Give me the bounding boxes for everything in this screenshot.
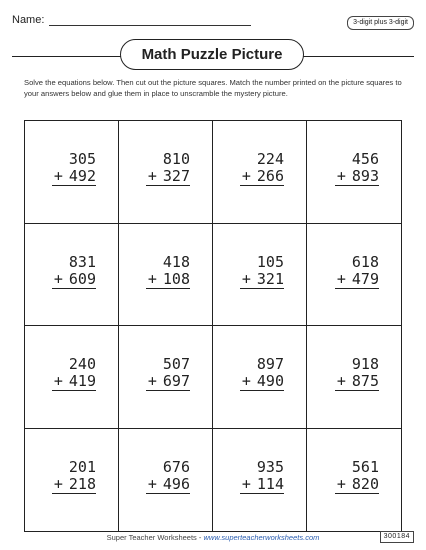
level-badge: 3-digit plus 3-digit <box>347 16 414 30</box>
addend-bottom: 321 <box>256 269 284 288</box>
addend-bottom: 609 <box>68 269 96 288</box>
addend-top: 201 <box>68 457 96 476</box>
name-field-row <box>12 14 251 26</box>
addition-problem <box>52 151 96 186</box>
addend-top: 561 <box>351 457 379 476</box>
addend-bottom: 114 <box>256 474 284 493</box>
addend-bottom: 893 <box>351 167 379 185</box>
footer <box>0 533 426 542</box>
addend-bottom: 697 <box>162 372 190 390</box>
problem-cell <box>213 326 307 429</box>
plus-sign: + <box>147 269 157 288</box>
problem-cell <box>119 121 213 224</box>
addend-bottom: 492 <box>68 167 96 185</box>
addend-bottom-row <box>240 168 284 186</box>
addend-bottom: 490 <box>256 372 284 390</box>
footer-link[interactable]: www.superteacherworksheets.com <box>203 533 320 542</box>
addend-bottom-row <box>335 476 379 494</box>
addition-problem <box>240 459 284 494</box>
addend-bottom-row <box>335 271 379 289</box>
addition-problem <box>52 356 96 391</box>
page-title: Math Puzzle Picture <box>120 39 304 70</box>
problem-cell <box>307 326 401 429</box>
addend-top: 935 <box>256 457 284 476</box>
plus-sign: + <box>53 269 63 288</box>
problem-cell <box>25 429 119 532</box>
addend-bottom-row <box>335 168 379 186</box>
plus-sign: + <box>53 167 63 185</box>
addend-top: 507 <box>162 355 190 373</box>
problem-cell <box>119 326 213 429</box>
addend-bottom-row <box>146 168 190 186</box>
addend-top: 418 <box>162 252 190 271</box>
addend-bottom-row <box>52 168 96 186</box>
addition-problem <box>146 356 190 391</box>
addend-bottom: 875 <box>351 372 379 390</box>
plus-sign: + <box>241 372 251 390</box>
plus-sign: + <box>336 474 346 493</box>
plus-sign: + <box>147 474 157 493</box>
plus-sign: + <box>53 474 63 493</box>
addend-top: 305 <box>68 150 96 168</box>
addend-bottom-row <box>240 476 284 494</box>
plus-sign: + <box>147 372 157 390</box>
addend-bottom-row <box>240 373 284 391</box>
addend-bottom: 419 <box>68 372 96 390</box>
problem-cell <box>25 326 119 429</box>
problem-cell <box>307 121 401 224</box>
addend-top: 810 <box>162 150 190 168</box>
addend-bottom-row <box>52 271 96 289</box>
addition-problem <box>335 459 379 494</box>
name-label: Name: <box>12 14 45 26</box>
addition-problem <box>240 151 284 186</box>
plus-sign: + <box>147 167 157 185</box>
addition-problem <box>146 254 190 289</box>
addend-top: 897 <box>256 355 284 373</box>
problem-cell <box>307 224 401 327</box>
worksheet-code: 300184 <box>380 531 414 543</box>
addend-bottom: 820 <box>351 474 379 493</box>
addend-bottom-row <box>146 476 190 494</box>
addend-bottom: 496 <box>162 474 190 493</box>
addition-problem <box>146 459 190 494</box>
addend-top: 676 <box>162 457 190 476</box>
plus-sign: + <box>336 269 346 288</box>
problem-cell <box>307 429 401 532</box>
plus-sign: + <box>53 372 63 390</box>
addend-bottom-row <box>146 373 190 391</box>
addend-bottom-row <box>52 476 96 494</box>
plus-sign: + <box>336 167 346 185</box>
addition-problem <box>335 254 379 289</box>
addend-top: 456 <box>351 150 379 168</box>
instructions: Solve the equations below. Then cut out the picture squares. Match the number printed on the picture squares to your answers below and glue them in place to unscramble the mystery picture. <box>24 78 402 98</box>
problem-cell <box>213 224 307 327</box>
problem-cell <box>25 224 119 327</box>
addition-problem <box>146 151 190 186</box>
footer-credit: Super Teacher Worksheets - <box>106 533 204 542</box>
addend-top: 918 <box>351 355 379 373</box>
plus-sign: + <box>241 167 251 185</box>
plus-sign: + <box>241 269 251 288</box>
addend-top: 618 <box>351 252 379 271</box>
problem-cell <box>119 429 213 532</box>
plus-sign: + <box>336 372 346 390</box>
addend-top: 240 <box>68 355 96 373</box>
addend-bottom-row <box>52 373 96 391</box>
addition-problem <box>335 151 379 186</box>
name-line <box>49 15 251 26</box>
plus-sign: + <box>241 474 251 493</box>
addition-problem <box>240 356 284 391</box>
addition-problem <box>52 254 96 289</box>
addend-bottom: 327 <box>162 167 190 185</box>
problem-cell <box>213 429 307 532</box>
problem-cell <box>25 121 119 224</box>
addend-bottom: 266 <box>256 167 284 185</box>
addend-bottom-row <box>146 271 190 289</box>
addend-bottom: 108 <box>162 269 190 288</box>
addition-problem <box>240 254 284 289</box>
problem-cell <box>213 121 307 224</box>
addend-top: 105 <box>256 252 284 271</box>
addition-problem <box>52 459 96 494</box>
problem-cell <box>119 224 213 327</box>
addend-bottom-row <box>335 373 379 391</box>
addend-bottom-row <box>240 271 284 289</box>
addend-bottom: 218 <box>68 474 96 493</box>
problem-grid <box>24 120 402 532</box>
addend-bottom: 479 <box>351 269 379 288</box>
addend-top: 831 <box>68 252 96 271</box>
addition-problem <box>335 356 379 391</box>
addend-top: 224 <box>256 150 284 168</box>
